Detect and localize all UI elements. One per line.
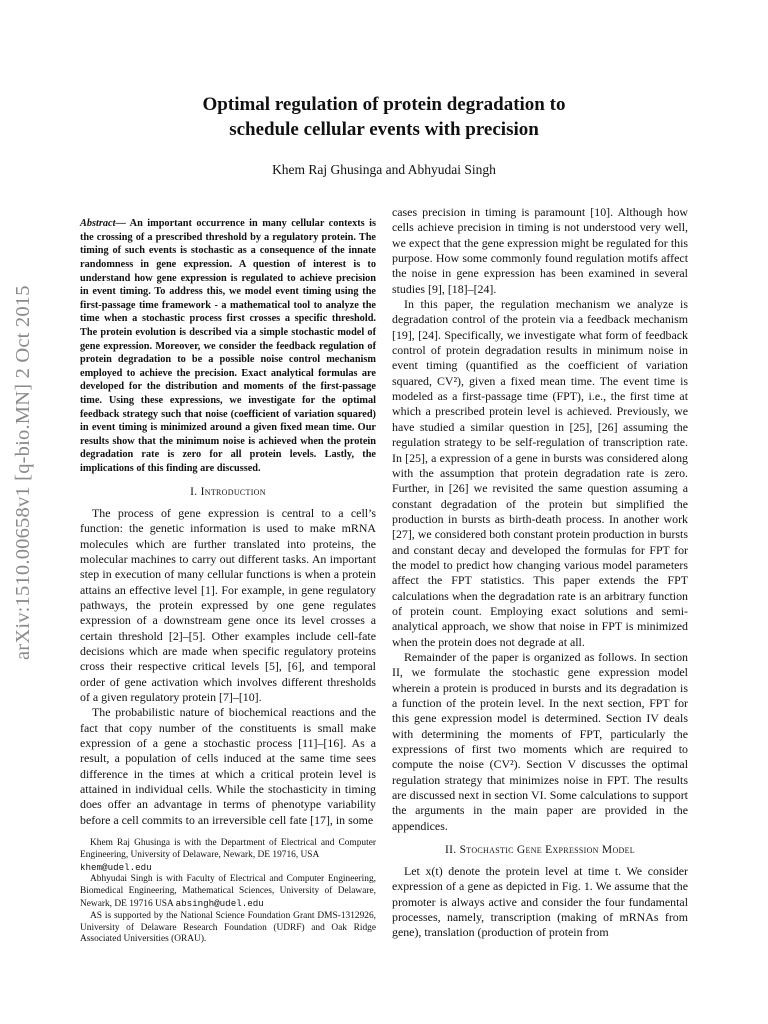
footnote-author-1-text: Khem Raj Ghusinga is with the Department of Electrical and Computer Engineering, University of Delaware, Newark, DE 19716, USA: [80, 838, 376, 860]
author-list: Khem Raj Ghusinga and Abhyudai Singh: [272, 162, 496, 177]
intro-paragraph-1: The process of gene expression is central to a cell’s function: the genetic information is used to make mRNA molecules which are further translated into proteins, the molecular machines to carry out different tasks. An important step in execution of many cellular functions is when a protein attains an effective level [1]. For example, in gene regulatory pathways, the protein expressed by one gene regulates expression of a downstream gene once its level crosses a certain threshold [2]–[5]. Other examples include cell-fate decisions which are made when specific regulatory proteins cross their respective critical levels [5], [6], and temporal order of gene activation which involves different thresholds of a given regulatory protein [7]–[10].: [80, 505, 376, 704]
title-line-1: Optimal regulation of protein degradation to: [202, 94, 566, 115]
abstract-text: — An important occurrence in many cellular contexts is the crossing of a prescribed threshold by a regulatory protein. The timing of such events is stochastic as a consequence of the innate randomness in gene expression. A question of interest is to understand how gene expression is regulated to achieve precision in event timing. To address this, we model event timing using the first-passage time framework - a mathematical tool to analyze the time when a stochastic process first crosses a specific threshold. The protein evolution is described via a simple stochastic model of gene expression. Moreover, we consider the feedback regulation of protein degradation to be a possible noise control mechanism employed to achieve the precision. Exact analytical formulas are developed for the distribution and moments of the first-passage time. Using these expressions, we investigate for the optimal feedback strategy such that noise (coefficient of variation squared) in event timing is minimized around a given fixed mean time. Our results show that the minimum noise is achieved when the protein degradation rate is zero for all protein levels. Lastly, the implications of this finding are discussed.: [80, 218, 376, 474]
footnote-author-1: [80, 838, 376, 874]
footnote-author-2: [80, 874, 376, 910]
section-heading-model: II. Stochastic Gene Expression Model: [445, 844, 635, 857]
footnote-funding: AS is supported by the National Science Foundation Grant DMS-1312926, University of Delaware Research Foundation (UDRF) and Oak Ridge Associated Universities (ORAU).: [80, 910, 376, 945]
section-heading-introduction: I. Introduction: [190, 485, 266, 498]
email-link-author-1[interactable]: khem@udel.edu: [80, 861, 152, 873]
email-link-author-2[interactable]: absingh@udel.edu: [175, 897, 264, 909]
intro-paragraph-4: In this paper, the regulation mechanism we analyze is degradation control of the protein via a feedback mechanism [19], [24]. Specifically, we investigate what form of feedback control of protein degradation results in minimum noise in event timing (quantified as the coefficient of variation squared, CV²), given a fixed mean time. The event time is modeled as a first-passage time (FPT), i.e., the first time at which a prescribed protein level is achieved. Previously, we have studied a similar question in [25], [26] assuming the regulation strategy to be self-regulation of transcription rate. In [25], a expression of a gene in bursts was considered along with the assumption that protein degradation rate is zero. Further, in [26] we revisited the same question assuming a constant degradation of the protein but simplified the production in bursts as birth-death process. In another work [27], we considered both constant protein production in bursts and constant decay and developed the formulas for FPT for the model to predict how changing various model parameters affect the FPT statistics. This paper extends the FPT calculations when the degradation rate is an arbitrary function of protein count. Employing exact solutions and semi-analytical approach, we show that noise in FPT is minimized when the protein does not degrade at all.: [392, 297, 688, 649]
intro-paragraph-2: The probabilistic nature of biochemical reactions and the fact that copy number of the constituents is small make expression of a gene a stochastic process [11]–[16]. As a result, a population of cells induced at the same time sees difference in the times at which a critical protein level is attained in individual cells. While the stochasticity in timing does offer an advantage in terms of phenotype variability before a cell commits to an irreversible cell fate [17], in some: [80, 705, 376, 827]
intro-paragraph-5: Remainder of the paper is organized as follows. In section II, we formulate the stochastic gene expression model wherein a protein is produced in bursts and its degradation is a function of the protein level. In the next section, FPT for this gene expression model is determined. Section IV deals with determining the moments of FPT, particularly the expressions of first two moments which are required to compute the noise (CV²). Section V discusses the optimal regulation strategy that minimizes noise in FPT. The results are discussed next in section VI. Some calculations to support the arguments in the main paper are provided in the appendices.: [392, 649, 688, 833]
abstract: [80, 217, 376, 475]
paper-title: [110, 92, 658, 142]
left-column: [80, 207, 376, 828]
abstract-label: Abstract: [80, 218, 116, 230]
title-line-2: schedule cellular events with precision: [229, 119, 539, 140]
arxiv-identifier-stamp: arXiv:1510.00658v1 [q-bio.MN] 2 Oct 2015: [12, 285, 34, 660]
right-column: [392, 205, 688, 941]
affiliation-footnotes: [80, 838, 376, 946]
footnote-author-2-text: Abhyudai Singh is with Faculty of Electrical and Computer Engineering, Biomedical Engineering, Mathematical Sciences, University of Delaware, Newark, DE 19716 USA: [80, 874, 376, 909]
intro-paragraph-3: cases precision in timing is paramount [10]. Although how cells achieve precision in timing is not understood very well, we expect that the gene expression might be regulated for this purpose. How some commonly found regulation motifs affect the noise in gene expression has been examined in several studies [9], [18]–[24].: [392, 205, 688, 296]
model-paragraph-1: Let x(t) denote the protein level at time t. We consider expression of a gene as depicted in Fig. 1. We assume that the promoter is always active and consider the four fundamental processes, namely, transcription (making of mRNAs from gene), translation (production of protein from: [392, 864, 688, 940]
